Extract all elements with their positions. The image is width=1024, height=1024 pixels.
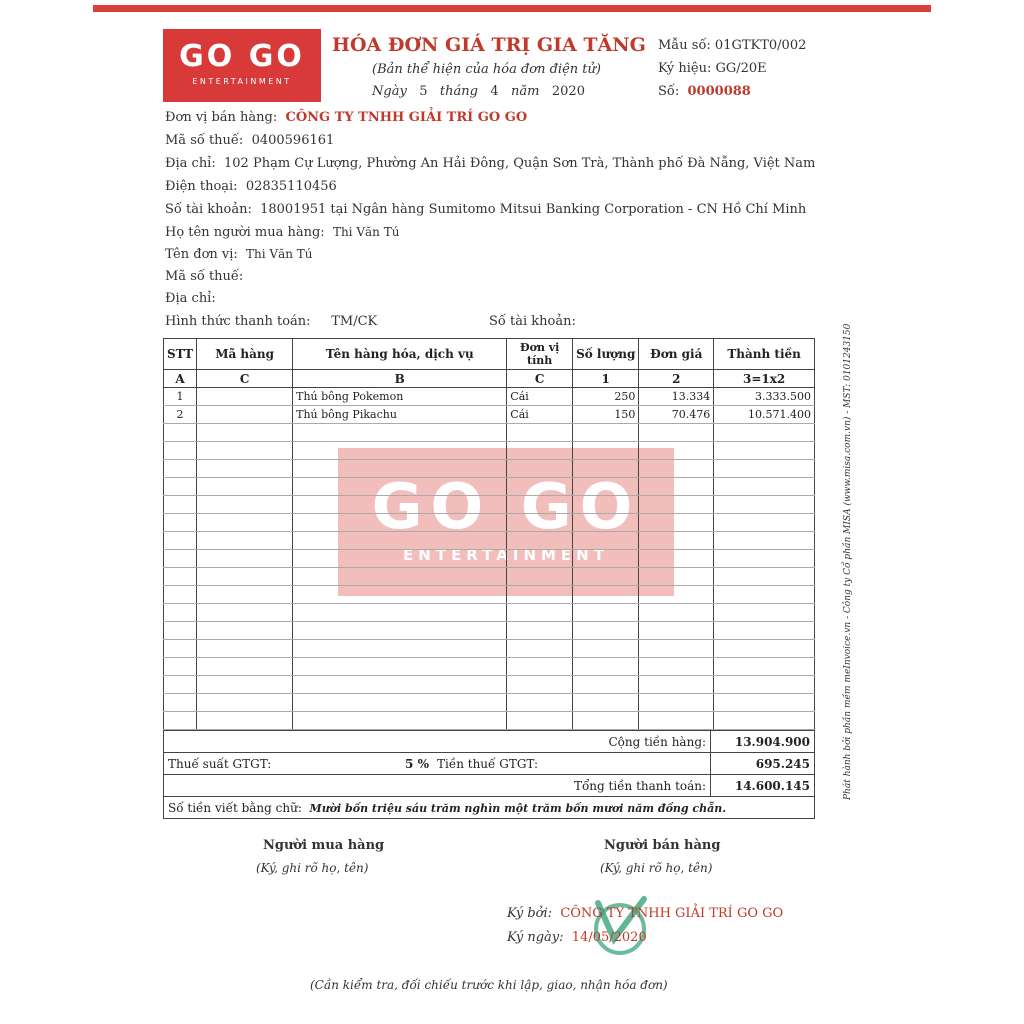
empty-cell — [573, 496, 639, 514]
empty-rows — [164, 424, 815, 730]
empty-cell — [293, 676, 507, 694]
empty-cell — [293, 604, 507, 622]
grand-total-row — [164, 775, 815, 797]
empty-cell — [197, 694, 293, 712]
watermark-sub-text: ENTERTAINMENT — [403, 546, 609, 564]
empty-table-row — [164, 694, 815, 712]
vat-row — [164, 753, 815, 775]
empty-cell — [714, 460, 815, 478]
empty-cell — [164, 496, 197, 514]
empty-cell — [573, 424, 639, 442]
empty-cell — [197, 604, 293, 622]
empty-cell — [197, 550, 293, 568]
empty-cell — [293, 550, 507, 568]
empty-cell — [714, 712, 815, 730]
empty-cell — [293, 712, 507, 730]
buyer-signature-note: (Ký, ghi rõ họ, tên) — [256, 861, 369, 875]
buyer-unit-line — [165, 247, 313, 262]
table-header-row — [164, 339, 815, 370]
seller-name: CÔNG TY TNHH GIẢI TRÍ GO GO — [285, 110, 528, 125]
amount-in-words: Mười bốn triệu sáu trăm nghìn một trăm bốn mươi năm đồng chẵn. — [309, 801, 727, 815]
empty-cell — [573, 550, 639, 568]
year-value: 2020 — [551, 84, 585, 99]
empty-cell — [639, 586, 714, 604]
footer-note: (Cần kiểm tra, đối chiếu trước khi lập, giao, nhận hóa đơn) — [310, 978, 668, 992]
empty-table-row — [164, 550, 815, 568]
invoice-subtitle: (Bản thể hiện của hóa đơn điện tử) — [372, 62, 601, 77]
empty-cell — [639, 550, 714, 568]
empty-cell — [714, 478, 815, 496]
empty-cell — [507, 532, 573, 550]
empty-cell — [164, 676, 197, 694]
col-header-qty: Số lượng — [573, 339, 639, 370]
amount-in-words-cell — [164, 797, 815, 819]
empty-cell — [197, 460, 293, 478]
empty-cell — [507, 442, 573, 460]
empty-cell — [714, 550, 815, 568]
empty-cell — [197, 496, 293, 514]
cell-unit: Cái — [507, 406, 573, 424]
seller-phone: 02835110456 — [245, 179, 337, 194]
table-row — [164, 388, 815, 406]
col-header-amount: Thành tiền — [714, 339, 815, 370]
empty-cell — [639, 712, 714, 730]
empty-cell — [714, 532, 815, 550]
empty-cell — [164, 424, 197, 442]
empty-cell — [639, 640, 714, 658]
payment-method: TM/CK — [331, 314, 378, 329]
empty-cell — [293, 532, 507, 550]
empty-table-row — [164, 478, 815, 496]
code-amount: 3=1x2 — [714, 370, 815, 388]
empty-cell — [714, 640, 815, 658]
empty-cell — [293, 586, 507, 604]
ky-hieu: Ký hiệu: GG/20E — [658, 61, 767, 76]
empty-cell — [197, 658, 293, 676]
empty-cell — [507, 568, 573, 586]
seller-address-line — [165, 156, 815, 171]
cell-price: 70.476 — [639, 406, 714, 424]
seller-account: 18001951 tại Ngân hàng Sumitomo Mitsui Banking Corporation - CN Hồ Chí Minh — [260, 202, 807, 217]
buyer-unit: Thi Văn Tú — [246, 247, 313, 261]
cell-qty: 150 — [573, 406, 639, 424]
empty-cell — [714, 694, 815, 712]
empty-table-row — [164, 442, 815, 460]
seller-tax: 0400596161 — [251, 133, 335, 148]
empty-table-row — [164, 424, 815, 442]
empty-cell — [639, 442, 714, 460]
buyer-name-label: Họ tên người mua hàng: — [165, 225, 325, 240]
code-unit: C — [507, 370, 573, 388]
seller-name-line — [165, 110, 527, 125]
logo-sub-text: ENTERTAINMENT — [192, 77, 292, 86]
empty-table-row — [164, 460, 815, 478]
signed-by-label: Ký bởi: — [507, 906, 553, 921]
grand-total-label: Tổng tiền thanh toán: — [433, 775, 711, 797]
empty-cell — [507, 712, 573, 730]
empty-cell — [573, 676, 639, 694]
signed-by: CÔNG TY TNHH GIẢI TRÍ GO GO — [560, 906, 784, 921]
empty-cell — [507, 694, 573, 712]
cell-price: 13.334 — [639, 388, 714, 406]
day-value: 5 — [419, 84, 428, 99]
signed-date-label: Ký ngày: — [507, 930, 564, 945]
empty-cell — [507, 658, 573, 676]
day-label: Ngày — [372, 84, 407, 99]
empty-cell — [639, 478, 714, 496]
empty-cell — [293, 514, 507, 532]
empty-cell — [197, 622, 293, 640]
seller-tax-label: Mã số thuế: — [165, 133, 244, 148]
empty-cell — [293, 478, 507, 496]
seller-phone-line — [165, 179, 337, 194]
table-row — [164, 406, 815, 424]
items-table — [163, 338, 815, 730]
empty-cell — [293, 622, 507, 640]
empty-cell — [164, 460, 197, 478]
empty-cell — [639, 514, 714, 532]
col-header-name: Tên hàng hóa, dịch vụ — [293, 339, 507, 370]
cell-name: Thú bông Pikachu — [293, 406, 507, 424]
empty-cell — [507, 640, 573, 658]
invoice-date — [372, 84, 585, 99]
buyer-account-label: Số tài khoản: — [489, 314, 576, 329]
top-red-bar — [93, 5, 931, 12]
amount-in-words-label: Số tiền viết bằng chữ: — [168, 800, 302, 815]
vat-rate-value: 5 % — [405, 756, 429, 771]
empty-cell — [714, 442, 815, 460]
empty-table-row — [164, 676, 815, 694]
empty-table-row — [164, 496, 815, 514]
empty-cell — [573, 568, 639, 586]
empty-cell — [714, 514, 815, 532]
empty-cell — [197, 478, 293, 496]
empty-table-row — [164, 514, 815, 532]
empty-cell — [164, 568, 197, 586]
col-header-price: Đơn giá — [639, 339, 714, 370]
empty-cell — [164, 694, 197, 712]
empty-cell — [164, 550, 197, 568]
buyer-unit-label: Tên đơn vị: — [165, 247, 238, 262]
empty-cell — [639, 622, 714, 640]
empty-cell — [293, 496, 507, 514]
seller-address-label: Địa chỉ: — [165, 156, 216, 171]
empty-cell — [714, 658, 815, 676]
empty-cell — [573, 478, 639, 496]
empty-cell — [639, 460, 714, 478]
totals-table — [163, 730, 815, 819]
empty-table-row — [164, 622, 815, 640]
cell-name: Thú bông Pokemon — [293, 388, 507, 406]
empty-cell — [197, 640, 293, 658]
empty-cell — [714, 568, 815, 586]
empty-cell — [507, 478, 573, 496]
cell-qty: 250 — [573, 388, 639, 406]
vat-label: Tiền thuế GTGT: — [433, 753, 711, 775]
seller-account-line — [165, 202, 806, 217]
empty-table-row — [164, 658, 815, 676]
col-header-stt: STT — [164, 339, 197, 370]
empty-cell — [197, 568, 293, 586]
empty-cell — [164, 658, 197, 676]
seller-signature-note: (Ký, ghi rõ họ, tên) — [600, 861, 713, 875]
cell-stt: 1 — [164, 388, 197, 406]
empty-cell — [507, 550, 573, 568]
payment-method-line — [165, 314, 377, 329]
code-price: 2 — [639, 370, 714, 388]
empty-cell — [293, 694, 507, 712]
vat-rate-label: Thuế suất GTGT: — [168, 756, 272, 771]
empty-cell — [164, 478, 197, 496]
empty-cell — [573, 532, 639, 550]
code-code: C — [197, 370, 293, 388]
buyer-name-line — [165, 225, 399, 240]
watermark-main-text: GO GO — [371, 470, 641, 543]
subtotal-row — [164, 731, 815, 753]
empty-cell — [714, 586, 815, 604]
invoice-title: HÓA ĐƠN GIÁ TRỊ GIA TĂNG — [332, 34, 646, 56]
cell-code — [197, 406, 293, 424]
grand-total-value: 14.600.145 — [711, 775, 815, 797]
empty-cell — [164, 586, 197, 604]
seller-tax-line — [165, 133, 334, 148]
col-header-code: Mã hàng — [197, 339, 293, 370]
signed-by-line — [507, 906, 783, 921]
empty-table-row — [164, 604, 815, 622]
month-value: 4 — [490, 84, 499, 99]
empty-table-row — [164, 640, 815, 658]
empty-cell — [197, 586, 293, 604]
empty-table-row — [164, 568, 815, 586]
empty-cell — [573, 442, 639, 460]
empty-cell — [639, 424, 714, 442]
vat-rate-cell — [164, 753, 433, 775]
empty-cell — [293, 424, 507, 442]
empty-cell — [293, 658, 507, 676]
empty-cell — [639, 658, 714, 676]
invoice-number — [658, 84, 751, 99]
empty-cell — [507, 424, 573, 442]
col-header-unit: Đơn vị tính — [507, 339, 573, 370]
empty-cell — [507, 496, 573, 514]
empty-cell — [164, 640, 197, 658]
empty-cell — [164, 442, 197, 460]
empty-cell — [507, 676, 573, 694]
seller-account-label: Số tài khoản: — [165, 202, 252, 217]
empty-cell — [573, 658, 639, 676]
empty-cell — [639, 604, 714, 622]
empty-cell — [507, 460, 573, 478]
empty-cell — [293, 442, 507, 460]
buyer-tax-label: Mã số thuế: — [165, 269, 244, 284]
table-code-row — [164, 370, 815, 388]
empty-cell — [714, 424, 815, 442]
code-qty: 1 — [573, 370, 639, 388]
empty-cell — [164, 514, 197, 532]
empty-cell — [164, 604, 197, 622]
empty-cell — [197, 676, 293, 694]
empty-cell — [507, 622, 573, 640]
empty-cell — [197, 424, 293, 442]
empty-cell — [714, 676, 815, 694]
empty-cell — [293, 568, 507, 586]
cell-unit: Cái — [507, 388, 573, 406]
empty-cell — [164, 622, 197, 640]
signed-date: 14/05/2020 — [571, 930, 647, 945]
seller-address: 102 Phạm Cự Lượng, Phường An Hải Đông, Quận Sơn Trà, Thành phố Đà Nẵng, Việt Nam — [224, 156, 816, 171]
empty-cell — [507, 604, 573, 622]
empty-cell — [573, 604, 639, 622]
subtotal-value: 13.904.900 — [711, 731, 815, 753]
subtotal-label: Cộng tiền hàng: — [433, 731, 711, 753]
empty-cell — [573, 622, 639, 640]
buyer-signature-title: Người mua hàng — [263, 838, 385, 853]
invoice-number-label: Số: — [658, 84, 680, 99]
code-name: B — [293, 370, 507, 388]
empty-table-row — [164, 712, 815, 730]
empty-cell — [573, 712, 639, 730]
empty-cell — [197, 712, 293, 730]
empty-cell — [573, 694, 639, 712]
empty-cell — [573, 586, 639, 604]
empty-cell — [573, 460, 639, 478]
empty-cell — [714, 622, 815, 640]
empty-cell — [639, 694, 714, 712]
empty-cell — [639, 496, 714, 514]
digital-signature-check-icon — [592, 895, 648, 959]
empty-cell — [164, 532, 197, 550]
cell-stt: 2 — [164, 406, 197, 424]
cell-amount: 10.571.400 — [714, 406, 815, 424]
company-logo — [163, 29, 321, 102]
empty-cell — [164, 712, 197, 730]
empty-cell — [639, 676, 714, 694]
empty-cell — [573, 640, 639, 658]
buyer-name: Thi Văn Tú — [332, 225, 400, 239]
empty-cell — [197, 532, 293, 550]
empty-table-row — [164, 532, 815, 550]
year-label: năm — [511, 84, 540, 99]
empty-cell — [639, 532, 714, 550]
cell-amount: 3.333.500 — [714, 388, 815, 406]
empty-cell — [639, 568, 714, 586]
payment-method-label: Hình thức thanh toán: — [165, 314, 311, 329]
empty-cell — [714, 496, 815, 514]
signed-date-line — [507, 930, 647, 945]
empty-cell — [573, 514, 639, 532]
logo-main-text: GO GO — [179, 39, 305, 74]
amount-in-words-row — [164, 797, 815, 819]
month-label: tháng — [439, 84, 478, 99]
vat-value: 695.245 — [711, 753, 815, 775]
cell-code — [197, 388, 293, 406]
seller-name-label: Đơn vị bán hàng: — [165, 110, 278, 125]
code-stt: A — [164, 370, 197, 388]
empty-cell — [293, 460, 507, 478]
empty-cell — [507, 514, 573, 532]
vertical-software-note: Phát hành bởi phần mềm meInvoice.vn - Công ty Cổ phần MISA (www.misa.com.vn) - MST: 0101243150 — [843, 323, 853, 800]
empty-table-row — [164, 586, 815, 604]
seller-phone-label: Điện thoại: — [165, 179, 238, 194]
empty-cell — [507, 586, 573, 604]
mau-so: Mẫu số: 01GTKT0/002 — [658, 38, 807, 53]
buyer-address-label: Địa chỉ: — [165, 291, 216, 306]
invoice-number-value: 0000088 — [687, 84, 751, 99]
seller-signature-title: Người bán hàng — [604, 838, 721, 853]
empty-cell — [197, 514, 293, 532]
empty-cell — [197, 442, 293, 460]
empty-cell — [714, 604, 815, 622]
empty-cell — [293, 640, 507, 658]
